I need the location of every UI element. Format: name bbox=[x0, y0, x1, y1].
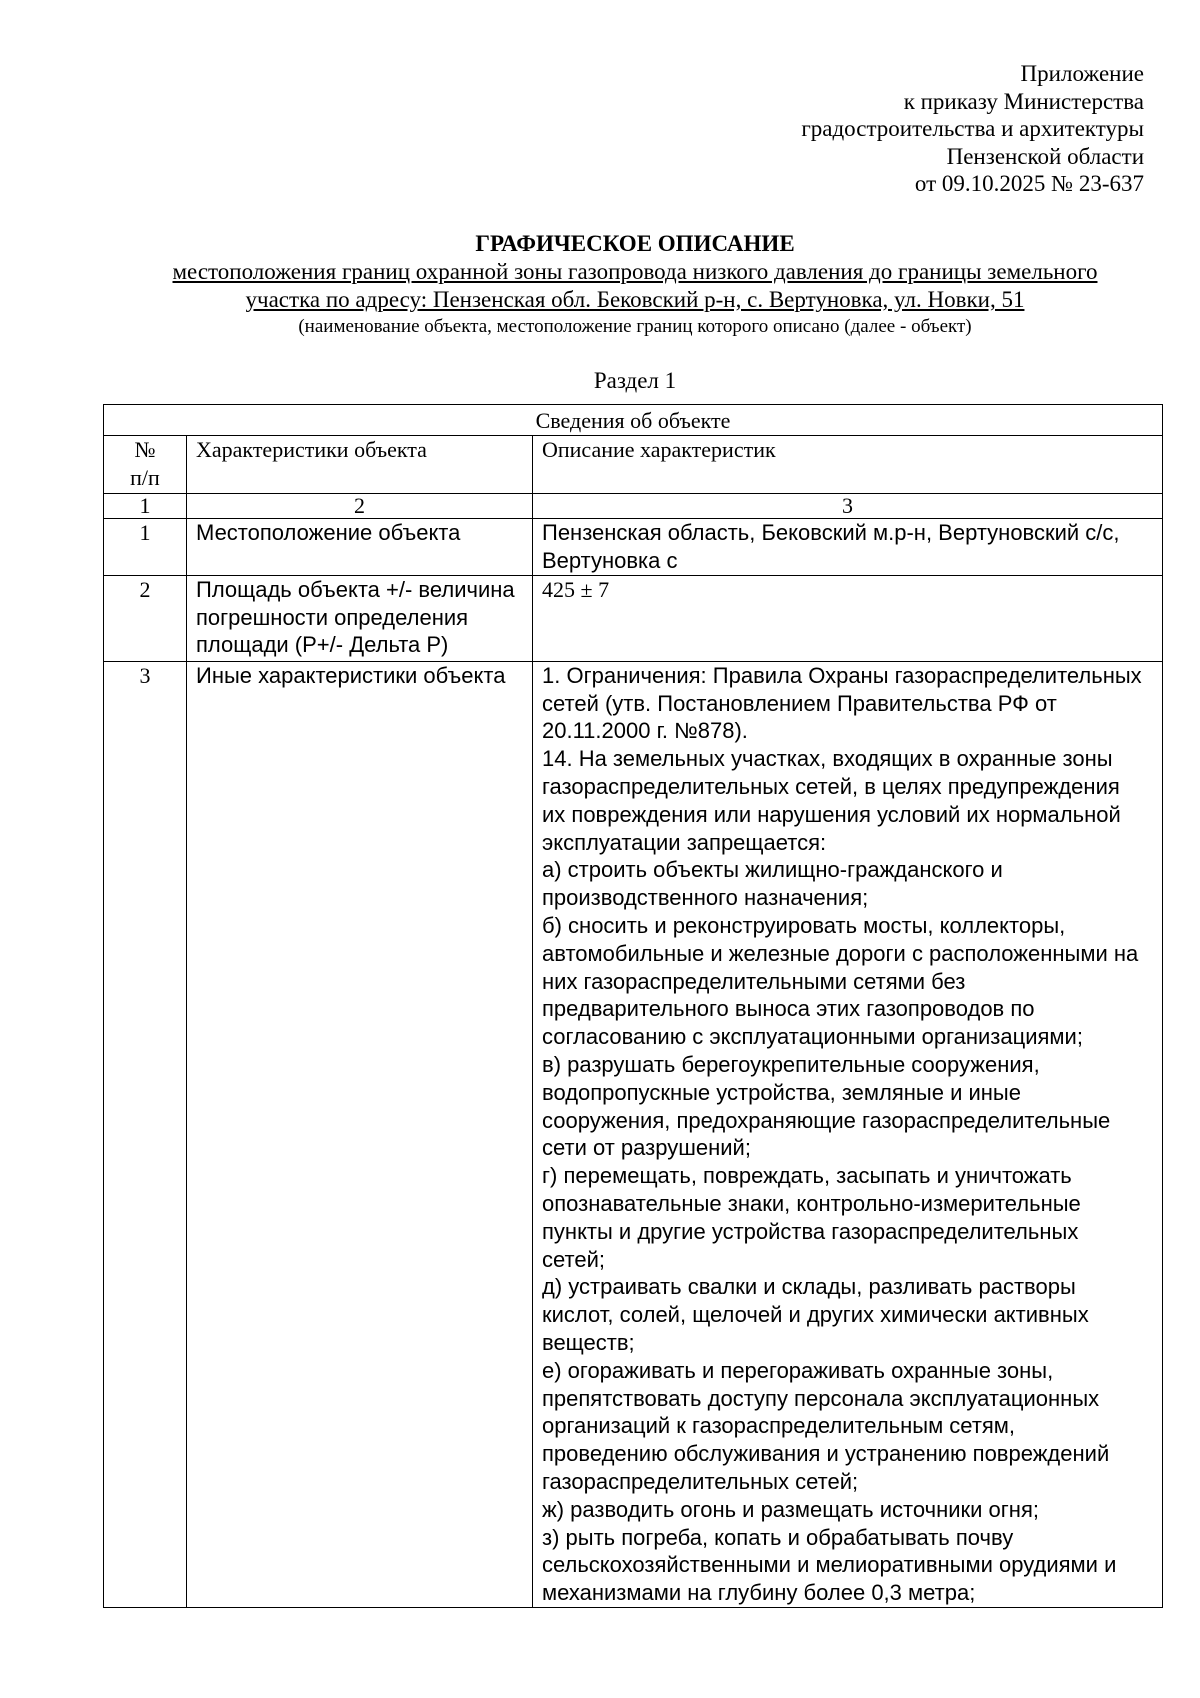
row-description-line: сетей (утв. Постановлением Правительства РФ от bbox=[542, 690, 1057, 716]
row-description-line: газораспределительных сетей; bbox=[542, 1468, 859, 1494]
row-description-line: 1. Ограничения: Правила Охраны газораспределительных bbox=[542, 662, 1142, 688]
row-number: 1 bbox=[104, 518, 187, 575]
row-description-line: сети от разрушений; bbox=[542, 1135, 751, 1161]
header-num-text: п/п bbox=[130, 464, 160, 490]
subject-line: участка по адресу: Пензенская обл. Бековский р-н, с. Вертуновка, ул. Новки, 51 bbox=[245, 287, 1025, 312]
row-description-line: них газораспределительными сетями без bbox=[542, 968, 966, 994]
title-block bbox=[100, 230, 1170, 340]
row-description-line: 425 ± 7 bbox=[542, 576, 610, 602]
row-description-line: пункты и другие устройства газораспределительных bbox=[542, 1218, 1079, 1244]
row-description-line: организаций к газораспределительным сетям, bbox=[542, 1413, 1016, 1439]
row-description-line: препятствовать доступу персонала эксплуатационных bbox=[542, 1385, 1100, 1411]
row-description bbox=[533, 575, 1163, 661]
row-description-line: водопропускные устройства, земляные и иные bbox=[542, 1079, 1021, 1105]
row-characteristic bbox=[187, 575, 533, 661]
row-description-line: автомобильные и железные дороги с расположенными на bbox=[542, 940, 1139, 966]
appendix-line: Приложение bbox=[1020, 61, 1144, 86]
table-heading-row bbox=[104, 405, 1163, 436]
row-characteristic-line: погрешности определения bbox=[196, 604, 469, 630]
subject-note: (наименование объекта, местоположение границ которого описано (далее - объект) bbox=[298, 316, 972, 337]
row-characteristic-line: Местоположение объекта bbox=[196, 519, 461, 545]
object-info-table bbox=[103, 404, 1163, 1608]
row-description-line: з) рыть погреба, копать и обрабатывать почву bbox=[542, 1524, 1014, 1550]
header-cell-description: Описание характеристик bbox=[533, 435, 1163, 493]
row-characteristic-line: Площадь объекта +/- величина bbox=[196, 576, 515, 602]
appendix-line: к приказу Министерства bbox=[903, 88, 1144, 114]
row-description-line: механизмами на глубину более 0,3 метра; bbox=[542, 1580, 976, 1606]
row-description-line: б) сносить и реконструировать мосты, коллекторы, bbox=[542, 912, 1066, 938]
row-description-line: эксплуатации запрещается: bbox=[542, 829, 827, 855]
row-number: 2 bbox=[104, 575, 187, 661]
row-description-line: газораспределительных сетей, в целях предупреждения bbox=[542, 773, 1120, 799]
row-description-line: 20.11.2000 г. №878). bbox=[542, 718, 748, 744]
row-number: 3 bbox=[104, 661, 187, 1607]
row-description-line: ж) разводить огонь и размещать источники огня; bbox=[542, 1496, 1039, 1522]
row-description-line: предварительного выноса этих газопроводов по bbox=[542, 996, 1035, 1022]
header-cell-num bbox=[104, 435, 187, 493]
header-num-text: № bbox=[134, 436, 156, 462]
header-cell-characteristics: Характеристики объекта bbox=[187, 435, 533, 493]
row-description-line: д) устраивать свалки и склады, разливать растворы bbox=[542, 1274, 1076, 1300]
row-description bbox=[533, 661, 1163, 1607]
row-description-line: их повреждения или нарушения условий их нормальной bbox=[542, 801, 1121, 827]
subject-line: местоположения границ охранной зоны газопровода низкого давления до границы земельного bbox=[172, 259, 1098, 284]
row-description bbox=[533, 518, 1163, 575]
row-description-line: в) разрушать берегоукрепительные сооружения, bbox=[542, 1051, 1040, 1077]
appendix-block bbox=[584, 60, 1144, 198]
row-description-line: 14. На земельных участках, входящих в охранные зоны bbox=[542, 746, 1113, 772]
table-row bbox=[104, 661, 1163, 1607]
appendix-line: градостроительства и архитектуры bbox=[801, 116, 1144, 141]
row-description-line: сельскохозяйственными и мелиоративными орудиями и bbox=[542, 1552, 1117, 1578]
table-row bbox=[104, 575, 1163, 661]
appendix-line: Пензенской области bbox=[946, 143, 1144, 169]
row-description-line: Пензенская область, Бековский м.р-н, Вертуновский с/с, bbox=[542, 519, 1120, 545]
row-characteristic-line: Иные характеристики объекта bbox=[196, 662, 506, 688]
row-description-line: кислот, солей, щелочей и других химически активных bbox=[542, 1302, 1089, 1328]
row-description-line: г) перемещать, повреждать, засыпать и уничтожать bbox=[542, 1163, 1072, 1189]
row-description-line: е) огораживать и перегораживать охранные зоны, bbox=[542, 1357, 1054, 1383]
row-description-line: производственного назначения; bbox=[542, 885, 869, 911]
appendix-line: от 09.10.2025 № 23-637 bbox=[914, 171, 1144, 196]
row-characteristic bbox=[187, 518, 533, 575]
column-number-row bbox=[104, 493, 1163, 518]
row-description-line: а) строить объекты жилищно-гражданского и bbox=[542, 857, 1003, 883]
row-description-line: согласованию с эксплуатационными организациями; bbox=[542, 1024, 1083, 1050]
row-description-line: опознавательные знаки, контрольно-измерительные bbox=[542, 1190, 1081, 1216]
table-heading: Сведения об объекте bbox=[104, 405, 1163, 436]
document-title: ГРАФИЧЕСКОЕ ОПИСАНИЕ bbox=[475, 231, 795, 256]
column-number-cell: 1 bbox=[104, 493, 187, 518]
row-characteristic bbox=[187, 661, 533, 1607]
row-characteristic-line: площади (P+/- Дельта P) bbox=[196, 632, 449, 658]
table-header-row bbox=[104, 435, 1163, 493]
row-description-line: Вертуновка с bbox=[542, 547, 678, 573]
row-description-line: веществ; bbox=[542, 1329, 635, 1355]
table-row bbox=[104, 518, 1163, 575]
row-description-line: проведению обслуживания и устранению повреждений bbox=[542, 1441, 1110, 1467]
column-number-cell: 2 bbox=[187, 493, 533, 518]
row-description-line: сетей; bbox=[542, 1246, 605, 1272]
row-description-line: сооружения, предохраняющие газораспределительные bbox=[542, 1107, 1111, 1133]
column-number-cell: 3 bbox=[533, 493, 1163, 518]
section-label: Раздел 1 bbox=[593, 368, 677, 393]
